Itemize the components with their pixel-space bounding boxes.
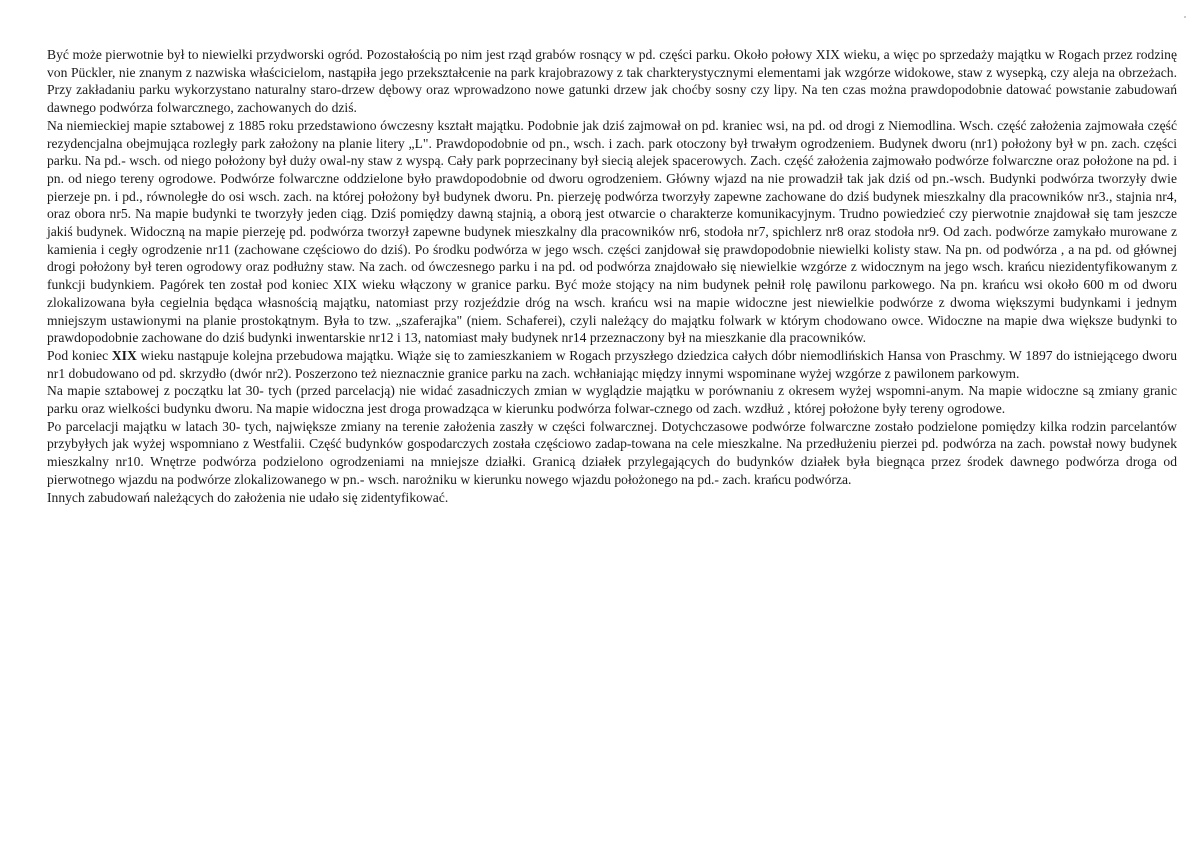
scan-speck bbox=[1184, 16, 1186, 18]
paragraph-3-start: Pod koniec bbox=[47, 347, 112, 363]
document-page bbox=[47, 46, 1177, 506]
paragraph-4: Na mapie sztabowej z początku lat 30- tych (przed parcelacją) nie widać zasadniczych zmian w wyglądzie majątku w porównaniu z okresem wyżej wspomni-anym. Na mapie widoczne są zmiany granic parku oraz wielkości budynku dworu. Na mapie widoczna jest droga prowadząca w kierunku podwórza folwar-cznego od zach. wzdłuż , której położone były tereny ogrodowe. bbox=[47, 383, 1177, 417]
paragraph-3-rest: wieku nastąpuje kolejna przebudowa majątku. Wiąże się to zamieszkaniem w Rogach przyszłego dziedzica całych dóbr niemodlińskich Hansa von Praschmy. W 1897 do istniejącego dworu nr1 dobudowano od pd. skrzydło (dwór nr2). Poszerzono też nieznacznie granice parku na zach. wchłaniając między innymi wspominane wyżej wzgórze z pawilonem parkowym. bbox=[47, 347, 1177, 381]
paragraph-5: Po parcelacji majątku w latach 30- tych, największe zmiany na terenie założenia zaszły w części folwarcznej. Dotychczasowe podwórze folwarczne zostało podzielone pomiędzy kilka rodzin parcelantów przybyłych jak wyżej wspomniano z Westfalii. Część budynków gospodarczych została częściowo zadap-towana na cele mieszkalne. Na przedłużeniu pierzei pd. podwórza na zach. powstał nowy budynek mieszkalny nr10. Wnętrze podwórza podzielono ogrodzeniami na mniejsze działki. Granicą działek przylegających do budynków działek była biegnąca przez środek dawnego podwórza droga od pierwotnego wjazdu na podwórze zlokalizowanego w pn.- wsch. narożniku w kierunku nowego wjazdu położonego na pd.- zach. krańcu podwórza. bbox=[47, 418, 1177, 487]
paragraph-3-bold-century: XIX bbox=[111, 347, 137, 363]
paragraph-2: Na niemieckiej mapie sztabowej z 1885 roku przedstawiono ówczesny kształt majątku. Podobnie jak dziś zajmował on pd. kraniec wsi, na pd. od drogi z Niemodlina. Wsch. część założenia zajmowała część rezydencjalna obejmująca rozległy park założony na planie litery „L". Prawdopodobnie od pn., wsch. i zach. park otoczony był trwałym ogrodzeniem. Budynek dworu (nr1) położony był w pn. zach. części parku. Na pd.- wsch. od niego położony był duży owal-ny staw z wyspą. Cały park poprzecinany był siecią alejek spacerowych. Zach. część założenia zajmowało podwórze folwarczne oraz położone na pd. i pn. od niego tereny ogrodowe. Podwórze folwarczne oddzielone było prawdopodobnie od dworu ogrodzeniem. Główny wjazd na nie prowadził tak jak dziś od pn.-wsch. Budynki podwórza tworzyły dwie pierzeje pn. i pd., równoległe do osi wsch. zach. na której położony był budynek dworu. Pn. pierzeję podwórza tworzyły zapewne zachowane do dziś budynek mieszkalny dla pracowników nr3., stajnia nr4, oraz obora nr5. Na mapie budynki te tworzyły jeden ciąg. Dziś pomiędzy dawną stajnią, a oborą jest otwarcie o charakterze komunikacyjnym. Trudno powiedzieć czy pierwotnie znajdował się tam jeszcze jakiś budynek. Widoczną na mapie pierzeję pd. podwórza tworzył zapewne budynek mieszkalny dla pracowników nr6, stodoła nr7, spichlerz nr8 oraz stodoła nr9. Od zach. podwórze zamykało murowane z kamienia i cegły ogrodzenie nr11 (zachowane częściowo do dziś). Po środku podwórza w jego wsch. części zanjdował się prawdopodobnie niewielki kolisty staw. Na pn. od podwórza , a na pd. od głównej drogi położony był teren ogrodowy oraz podłużny staw. Na zach. od ówczesnego parku i na pd. od podwórza znajdowało się niewielkie wzgórze z widocznym na jego wsch. krańcu niezidentyfikowanym z funkcji budynkiem. Pagórek ten został pod koniec XIX wieku włączony w granice parku. Być może stojący na nim budynek pełnił rolę pawilonu parkowego. Na pn. krańcu wsi około 600 m od dworu zlokalizowana była cegielnia będąca własnością majątku, natomiast przy rozjeździe dróg na wsch. krańcu wsi na mapie widoczne jest niewielkie podwórze z dwoma większymi budynkami i jednym mniejszym ustawionymi na planie prostokątnym. Była to tzw. „szaferajka" (niem. Schaferei), czyli należący do majątku folwark w którym chodowano owce. Widoczne na mapie dwa większe budynki to prawdopodobnie zachowane do dziś budynki inwentarskie nr12 i 13, natomiast mały budynek nr14 przeznaczony był na mieszkanie dla pracowników. bbox=[47, 117, 1177, 346]
paragraph-1: Być może pierwotnie był to niewielki przydworski ogród. Pozostałością po nim jest rząd grabów rosnący w pd. części parku. Około połowy XIX wieku, a więc po sprzedaży majątku w Rogach przez rodzinę von Pückler, nie znanym z nazwiska właścicielom, nastąpiła jego przekształcenie na park krajobrazowy z tak charkterystycznymi elementami jak wzgórze widokowe, staw z wysepką, czy aleja na obrzeżach. Przy zakładaniu parku wykorzystano naturalny staro-drzew dębowy oraz wprowadzono nowe gatunki drzew jak choćby sosny czy lipy. Na ten czas można prawdopodobnie datować powstanie zabudowań dawnego podwórza folwarcznego, zachowanych do dziś. bbox=[47, 47, 1177, 116]
paragraph-6: Innych zabudowań należących do założenia nie udało się zidentyfikować. bbox=[47, 489, 449, 505]
paragraph-3 bbox=[47, 347, 1177, 382]
